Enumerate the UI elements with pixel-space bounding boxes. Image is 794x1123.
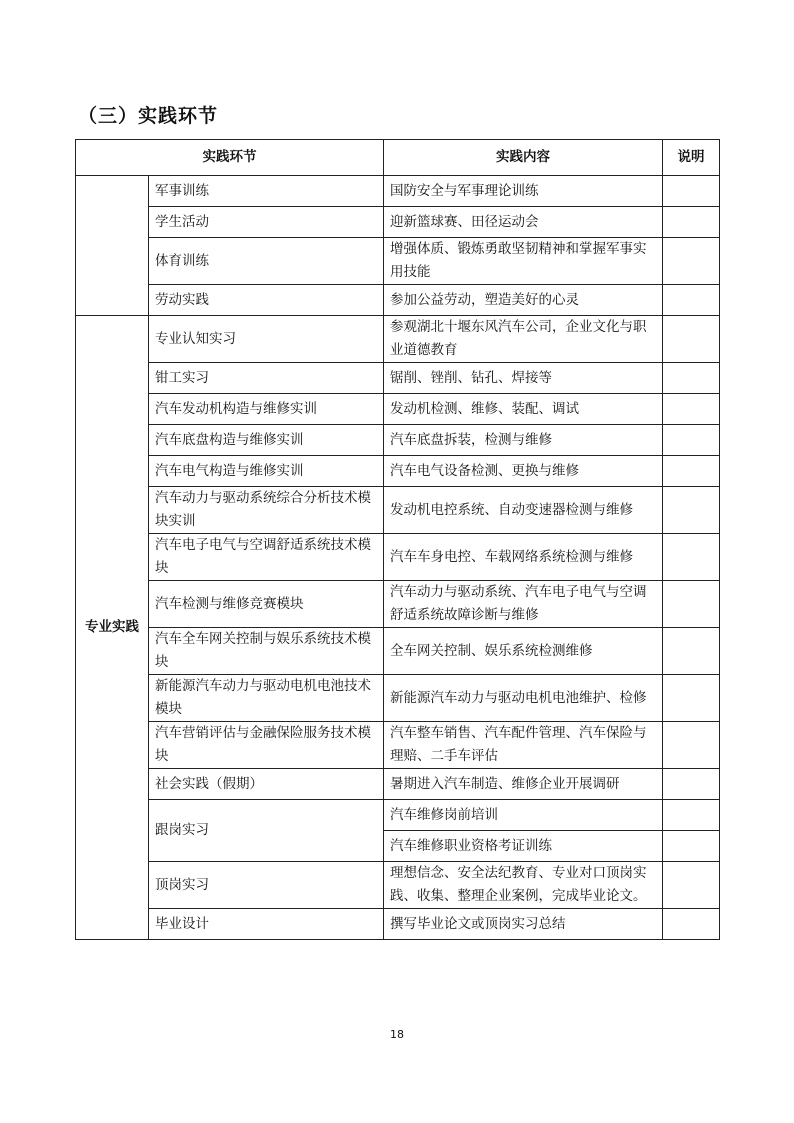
practice-name-cell: 汽车营销评估与金融保险服务技术模块 xyxy=(149,722,384,769)
table-row xyxy=(76,487,720,534)
notes-cell xyxy=(663,909,720,940)
practice-name-cell: 汽车电气构造与维修实训 xyxy=(149,456,384,487)
notes-cell xyxy=(663,456,720,487)
table-row xyxy=(76,581,720,628)
notes-cell xyxy=(663,534,720,581)
notes-cell xyxy=(663,722,720,769)
practice-name-cell: 汽车检测与维修竞赛模块 xyxy=(149,581,384,628)
header-practice-content: 实践内容 xyxy=(384,140,663,176)
page-number: 18 xyxy=(390,1028,404,1041)
practice-content-cell: 汽车动力与驱动系统、汽车电子电气与空调舒适系统故障诊断与维修 xyxy=(384,581,663,628)
practice-table xyxy=(75,139,720,940)
practice-content-cell: 发动机电控系统、自动变速器检测与维修 xyxy=(384,487,663,534)
practice-name-cell: 汽车全车网关控制与娱乐系统技术模块 xyxy=(149,628,384,675)
practice-content-cell: 汽车车身电控、车载网络系统检测与维修 xyxy=(384,534,663,581)
table-row xyxy=(76,425,720,456)
practice-name-cell: 跟岗实习 xyxy=(149,800,384,862)
notes-cell xyxy=(663,176,720,207)
notes-cell xyxy=(663,800,720,831)
table-row xyxy=(76,207,720,238)
practice-content-cell: 暑期进入汽车制造、维修企业开展调研 xyxy=(384,769,663,800)
practice-name-cell: 汽车发动机构造与维修实训 xyxy=(149,394,384,425)
practice-content-cell: 新能源汽车动力与驱动电机电池维护、检修 xyxy=(384,675,663,722)
practice-content-cell: 汽车维修岗前培训 xyxy=(384,800,663,831)
practice-content-cell: 发动机检测、维修、装配、调试 xyxy=(384,394,663,425)
practice-name-cell: 学生活动 xyxy=(149,207,384,238)
notes-cell xyxy=(663,363,720,394)
table-row xyxy=(76,722,720,769)
practice-content-cell: 国防安全与军事理论训练 xyxy=(384,176,663,207)
table-row xyxy=(76,394,720,425)
notes-cell xyxy=(663,238,720,285)
practice-content-cell: 参观湖北十堰东风汽车公司，企业文化与职业道德教育 xyxy=(384,316,663,363)
practice-name-cell: 军事训练 xyxy=(149,176,384,207)
notes-cell xyxy=(663,207,720,238)
practice-content-cell: 理想信念、安全法纪教育、专业对口顶岗实践、收集、整理企业案例，完成毕业论文。 xyxy=(384,862,663,909)
practice-name-cell: 劳动实践 xyxy=(149,285,384,316)
table-row xyxy=(76,675,720,722)
practice-name-cell: 汽车动力与驱动系统综合分析技术模块实训 xyxy=(149,487,384,534)
practice-content-cell: 汽车维修职业资格考证训练 xyxy=(384,831,663,862)
table-row xyxy=(76,238,720,285)
table-row xyxy=(76,628,720,675)
practice-name-cell: 社会实践（假期） xyxy=(149,769,384,800)
practice-content-cell: 增强体质、锻炼勇敢坚韧精神和掌握军事实用技能 xyxy=(384,238,663,285)
table-row xyxy=(76,534,720,581)
practice-content-cell: 锯削、锉削、钻孔、焊接等 xyxy=(384,363,663,394)
category-cell: 专业实践 xyxy=(76,316,149,940)
table-row xyxy=(76,909,720,940)
practice-name-cell: 汽车底盘构造与维修实训 xyxy=(149,425,384,456)
practice-name-cell: 顶岗实习 xyxy=(149,862,384,909)
table-body xyxy=(76,176,720,940)
section-title: （三）实践环节 xyxy=(78,105,219,127)
table-row xyxy=(76,800,720,831)
notes-cell xyxy=(663,581,720,628)
practice-name-cell: 毕业设计 xyxy=(149,909,384,940)
practice-name-cell: 钳工实习 xyxy=(149,363,384,394)
practice-name-cell: 专业认知实习 xyxy=(149,316,384,363)
practice-content-cell: 迎新篮球赛、田径运动会 xyxy=(384,207,663,238)
practice-name-cell: 汽车电子电气与空调舒适系统技术模块 xyxy=(149,534,384,581)
practice-content-cell: 撰写毕业论文或顶岗实习总结 xyxy=(384,909,663,940)
notes-cell xyxy=(663,394,720,425)
notes-cell xyxy=(663,316,720,363)
table-row xyxy=(76,456,720,487)
practice-name-cell: 体育训练 xyxy=(149,238,384,285)
notes-cell xyxy=(663,862,720,909)
notes-cell xyxy=(663,628,720,675)
notes-cell xyxy=(663,487,720,534)
table-row xyxy=(76,285,720,316)
table-header-row xyxy=(76,140,720,176)
notes-cell xyxy=(663,831,720,862)
category-cell xyxy=(76,176,149,316)
practice-name-cell: 新能源汽车动力与驱动电机电池技术模块 xyxy=(149,675,384,722)
practice-content-cell: 汽车底盘拆装，检测与维修 xyxy=(384,425,663,456)
table-row xyxy=(76,176,720,207)
practice-content-cell: 汽车电气设备检测、更换与维修 xyxy=(384,456,663,487)
notes-cell xyxy=(663,675,720,722)
table-row xyxy=(76,862,720,909)
notes-cell xyxy=(663,769,720,800)
practice-content-cell: 全车网关控制、娱乐系统检测维修 xyxy=(384,628,663,675)
notes-cell xyxy=(663,425,720,456)
table-row xyxy=(76,316,720,363)
header-practice-link: 实践环节 xyxy=(76,140,384,176)
table-row xyxy=(76,363,720,394)
table-row xyxy=(76,769,720,800)
notes-cell xyxy=(663,285,720,316)
practice-content-cell: 参加公益劳动，塑造美好的心灵 xyxy=(384,285,663,316)
header-notes: 说明 xyxy=(663,140,720,176)
practice-content-cell: 汽车整车销售、汽车配件管理、汽车保险与理赔、二手车评估 xyxy=(384,722,663,769)
